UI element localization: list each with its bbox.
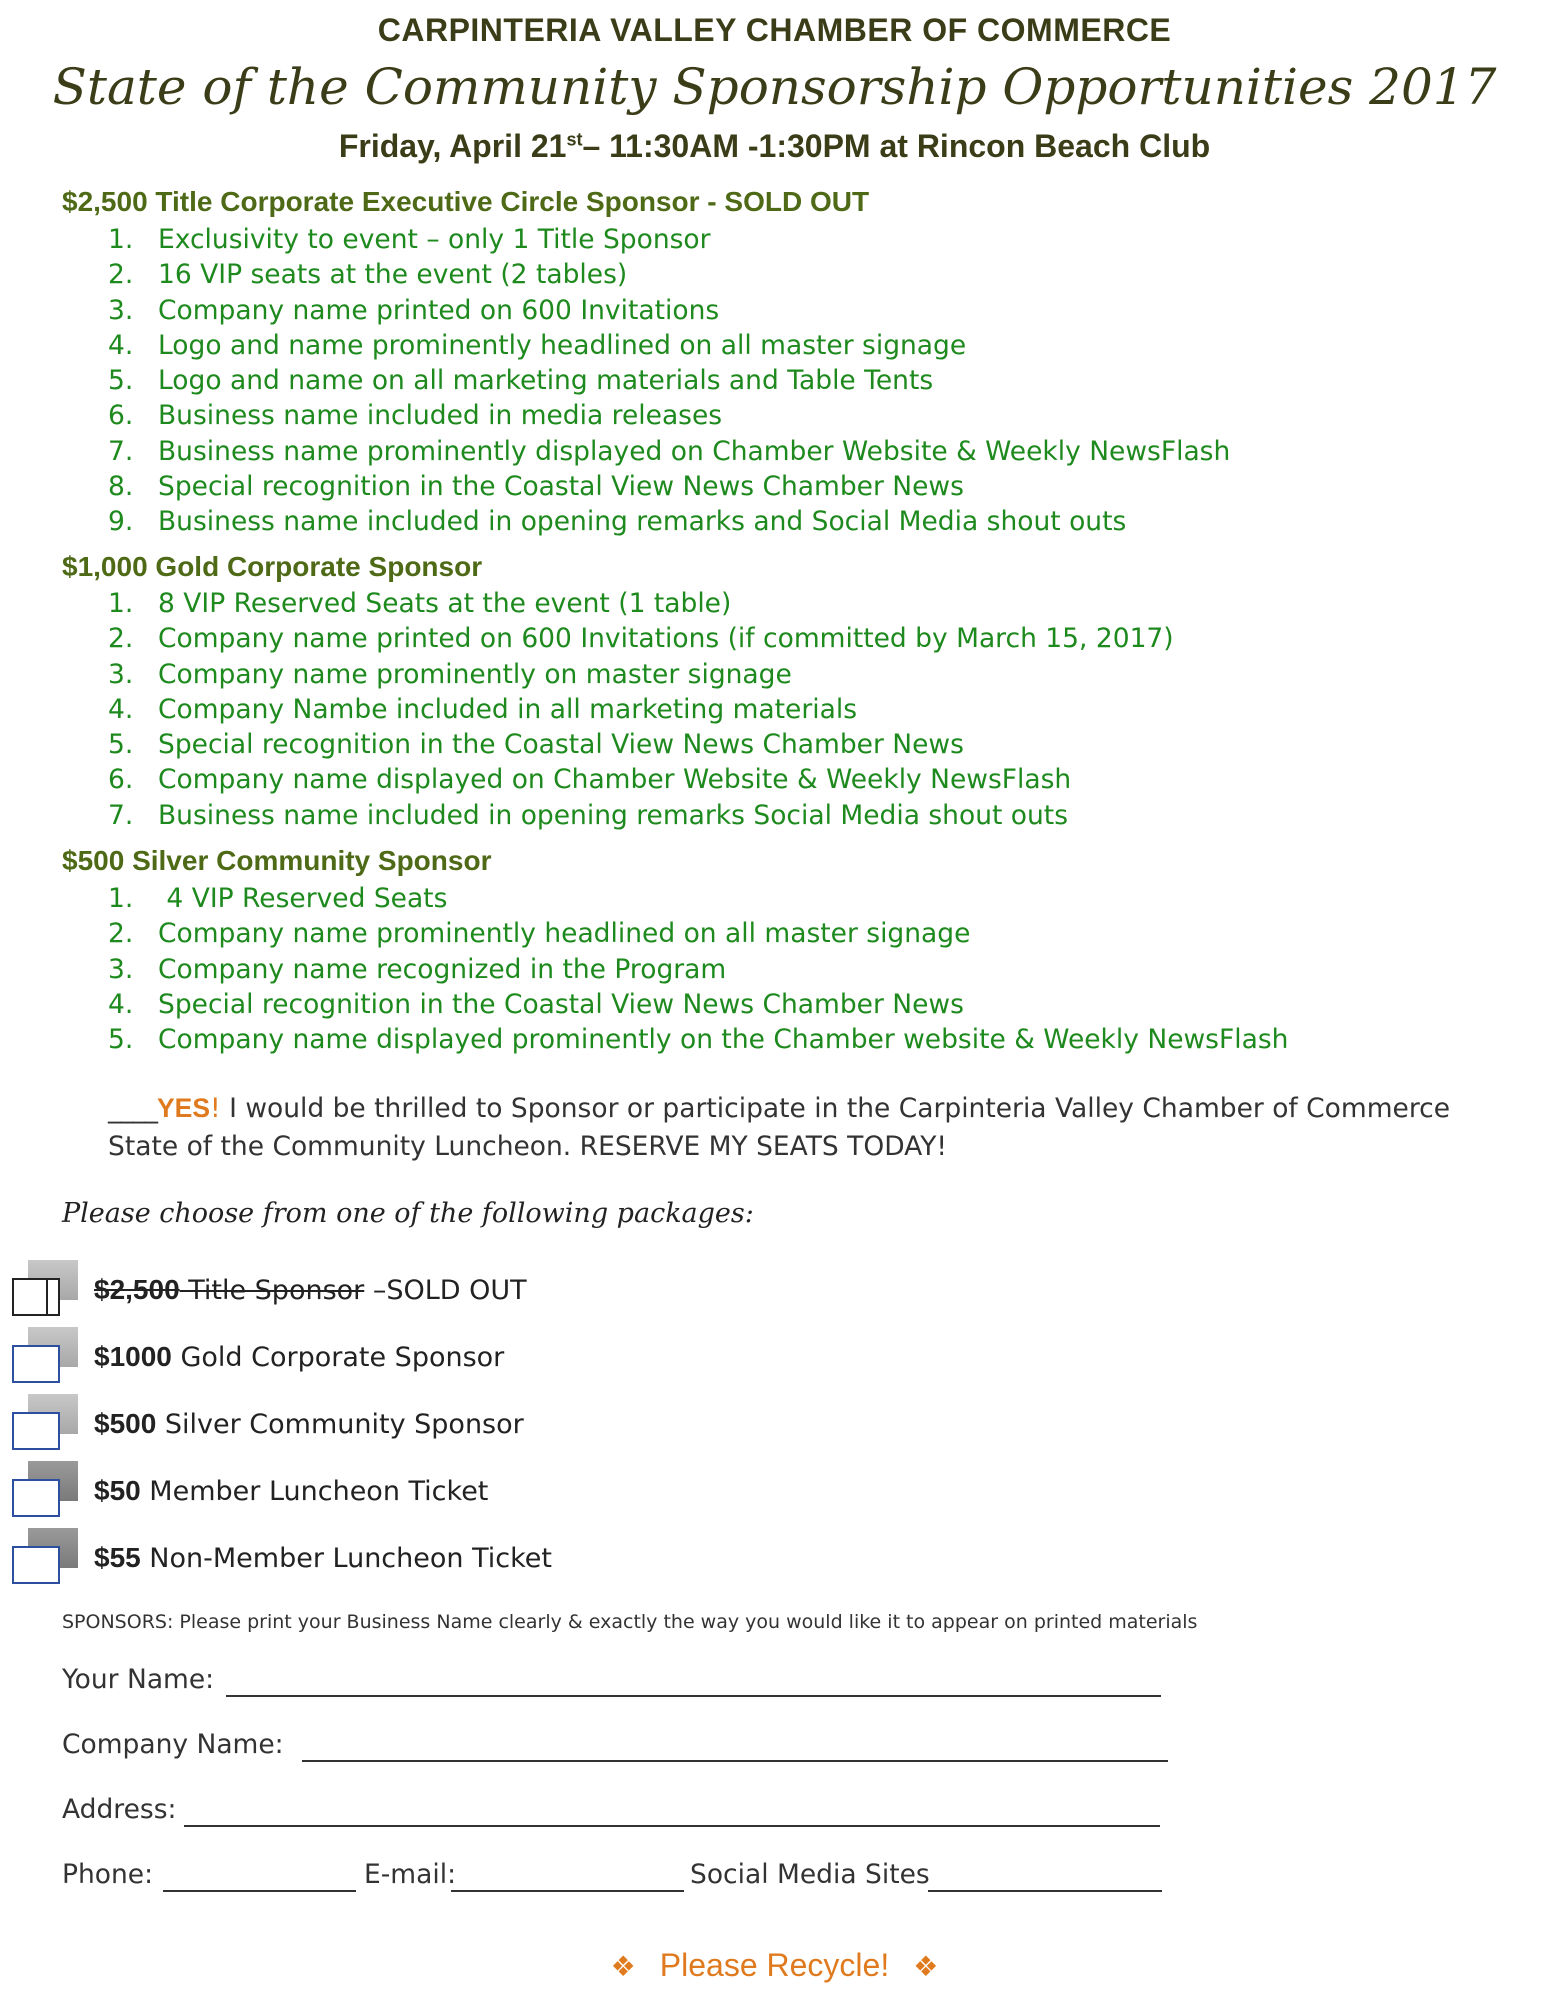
organization-name: CARPINTERIA VALLEY CHAMBER OF COMMERCE	[377, 12, 1172, 48]
benefit-item	[108, 727, 1174, 762]
package-checkbox-nonmember-ticket[interactable]	[12, 1546, 60, 1584]
benefit-text: Company name printed on 600 Invitations (if committed by March 15, 2017)	[158, 623, 1174, 655]
benefit-number: 1.	[108, 883, 134, 914]
package-option-title	[0, 1266, 900, 1322]
benefit-number: 1.	[108, 224, 134, 255]
choose-packages-label: Please choose from one of the following packages:	[62, 1198, 754, 1229]
package-text	[94, 1274, 527, 1306]
event-date-suffix: – 11:30AM -1:30PM at Rincon Beach Club	[582, 128, 1211, 164]
benefit-item	[108, 657, 1174, 692]
benefit-number: 9.	[108, 506, 134, 538]
benefit-text: Logo and name on all marketing materials and Table Tents	[158, 365, 934, 397]
benefit-item	[108, 952, 1288, 987]
package-text	[94, 1542, 552, 1574]
package-text	[94, 1341, 504, 1373]
benefit-number: 3.	[108, 294, 134, 326]
benefit-text: Special recognition in the Coastal View News Chamber News	[158, 729, 964, 761]
benefit-item	[108, 621, 1174, 656]
package-price: $1000	[94, 1341, 172, 1372]
benefit-item	[108, 692, 1174, 727]
package-checkbox-title[interactable]	[12, 1278, 60, 1316]
package-price: $50	[94, 1475, 141, 1506]
benefit-number: 5.	[108, 1024, 134, 1056]
benefit-item	[108, 434, 1230, 469]
benefit-text: Business name included in media releases	[158, 400, 723, 432]
benefit-number: 2.	[108, 623, 134, 655]
package-label: Title Sponsor	[179, 1275, 365, 1306]
phone-field[interactable]	[163, 1890, 356, 1892]
benefit-item	[108, 987, 1288, 1022]
company-name-label: Company Name:	[62, 1729, 284, 1760]
benefit-text: Company name printed on 600 Invitations	[158, 294, 720, 326]
yes-text: I would be thrilled to Sponsor or participate in the Carpinteria Valley Chamber of Commerce State of the Community Luncheon. RESERVE MY SEATS TODAY!	[108, 1093, 1451, 1162]
tier-heading-silver: $500 Silver Community Sponsor	[62, 845, 492, 876]
package-price: $55	[94, 1542, 141, 1573]
benefit-item	[108, 881, 1288, 916]
address-label: Address:	[62, 1794, 177, 1825]
benefit-number: 1.	[108, 588, 134, 619]
recycle-footer	[0, 1947, 1549, 1984]
tier-heading-title: $2,500 Title Corporate Executive Circle Sponsor - SOLD OUT	[62, 186, 870, 217]
recycle-text: Please Recycle!	[659, 1947, 890, 1983]
company-name-field[interactable]	[302, 1760, 1168, 1762]
package-suffix: –SOLD OUT	[364, 1275, 527, 1306]
benefit-number: 4.	[108, 693, 134, 725]
yes-statement	[108, 1089, 1488, 1166]
package-label: Non-Member Luncheon Ticket	[140, 1543, 552, 1574]
package-checkbox-gold[interactable]	[12, 1345, 60, 1383]
benefit-item	[108, 469, 1230, 504]
benefit-text: Business name included in opening remarks and Social Media shout outs	[158, 506, 1127, 538]
yes-exclamation: !	[210, 1093, 221, 1124]
social-media-field[interactable]	[928, 1890, 1162, 1892]
benefit-item	[108, 1022, 1288, 1057]
package-label: Silver Community Sponsor	[156, 1409, 524, 1440]
benefit-item	[108, 222, 1230, 257]
package-price: $500	[94, 1408, 157, 1439]
package-option-gold	[0, 1333, 900, 1389]
package-text	[94, 1475, 488, 1507]
package-label: Member Luncheon Ticket	[140, 1476, 489, 1507]
tier-gold-benefits	[108, 586, 1174, 833]
benefit-text: 4 VIP Reserved Seats	[158, 883, 448, 914]
package-label: Gold Corporate Sponsor	[171, 1342, 505, 1373]
benefit-number: 7.	[108, 799, 134, 831]
tier-silver-benefits	[108, 881, 1288, 1057]
event-date-ordinal: st	[566, 129, 583, 150]
benefit-item	[108, 762, 1174, 797]
email-field[interactable]	[451, 1890, 684, 1892]
email-label: E-mail:	[364, 1859, 457, 1890]
diamond-icon: ❖	[610, 1951, 636, 1982]
benefit-item	[108, 257, 1230, 292]
benefit-text: Business name included in opening remarks Social Media shout outs	[158, 799, 1069, 831]
tier-heading-gold: $1,000 Gold Corporate Sponsor	[62, 551, 483, 582]
benefit-text: Company name prominently on master signage	[158, 658, 792, 690]
benefit-text: 16 VIP seats at the event (2 tables)	[158, 259, 628, 291]
yes-blank-line[interactable]: ____	[108, 1093, 157, 1124]
package-price: $2,500	[94, 1274, 180, 1305]
benefit-number: 3.	[108, 953, 134, 985]
phone-label: Phone:	[62, 1859, 154, 1890]
yes-word: YES	[157, 1093, 211, 1123]
benefit-text: Logo and name prominently headlined on all master signage	[158, 329, 967, 361]
benefit-number: 7.	[108, 435, 134, 467]
tier-title-benefits	[108, 222, 1230, 540]
event-title: State of the Community Sponsorship Opportunities 2017	[52, 58, 1497, 116]
your-name-field[interactable]	[226, 1695, 1161, 1697]
package-option-member-ticket	[0, 1467, 900, 1523]
benefit-text: Special recognition in the Coastal View News Chamber News	[158, 471, 964, 503]
event-date	[0, 128, 1549, 165]
benefit-text: Company Nambe included in all marketing materials	[158, 693, 858, 725]
event-date-prefix: Friday, April 21	[338, 128, 567, 164]
benefit-item	[108, 328, 1230, 363]
package-strikethrough	[94, 1275, 364, 1306]
benefit-number: 8.	[108, 471, 134, 503]
benefit-number: 5.	[108, 365, 134, 397]
package-option-nonmember-ticket	[0, 1534, 900, 1590]
benefit-text: Company name prominently headlined on all master signage	[158, 918, 971, 950]
benefit-number: 3.	[108, 658, 134, 690]
benefit-item	[108, 504, 1230, 539]
benefit-text: Company name displayed on Chamber Website & Weekly NewsFlash	[158, 764, 1072, 796]
benefit-item	[108, 293, 1230, 328]
sponsor-instructions: SPONSORS: Please print your Business Name clearly & exactly the way you would like it to appear on printed materials	[62, 1611, 1198, 1633]
benefit-text: 8 VIP Reserved Seats at the event (1 table)	[158, 588, 732, 619]
package-checkbox-silver[interactable]	[12, 1412, 60, 1450]
benefit-number: 4.	[108, 329, 134, 361]
benefit-item	[108, 398, 1230, 433]
benefit-number: 4.	[108, 988, 134, 1020]
social-media-label: Social Media Sites	[690, 1859, 930, 1890]
package-checkbox-member-ticket[interactable]	[12, 1479, 60, 1517]
benefit-text: Company name displayed prominently on the Chamber website & Weekly NewsFlash	[158, 1024, 1289, 1056]
benefit-number: 5.	[108, 729, 134, 761]
benefit-text: Business name prominently displayed on Chamber Website & Weekly NewsFlash	[158, 435, 1231, 467]
benefit-number: 2.	[108, 259, 134, 291]
benefit-number: 2.	[108, 918, 134, 950]
benefit-number: 6.	[108, 764, 134, 796]
package-option-silver	[0, 1400, 900, 1456]
benefit-item	[108, 586, 1174, 621]
benefit-item	[108, 916, 1288, 951]
benefit-item	[108, 363, 1230, 398]
diamond-icon: ❖	[913, 1951, 939, 1982]
benefit-number: 6.	[108, 400, 134, 432]
benefit-text: Exclusivity to event – only 1 Title Sponsor	[158, 224, 711, 255]
benefit-item	[108, 798, 1174, 833]
address-field[interactable]	[184, 1825, 1160, 1827]
your-name-label: Your Name:	[62, 1664, 215, 1695]
benefit-text: Company name recognized in the Program	[158, 953, 727, 985]
benefit-text: Special recognition in the Coastal View News Chamber News	[158, 988, 964, 1020]
package-text	[94, 1408, 524, 1440]
